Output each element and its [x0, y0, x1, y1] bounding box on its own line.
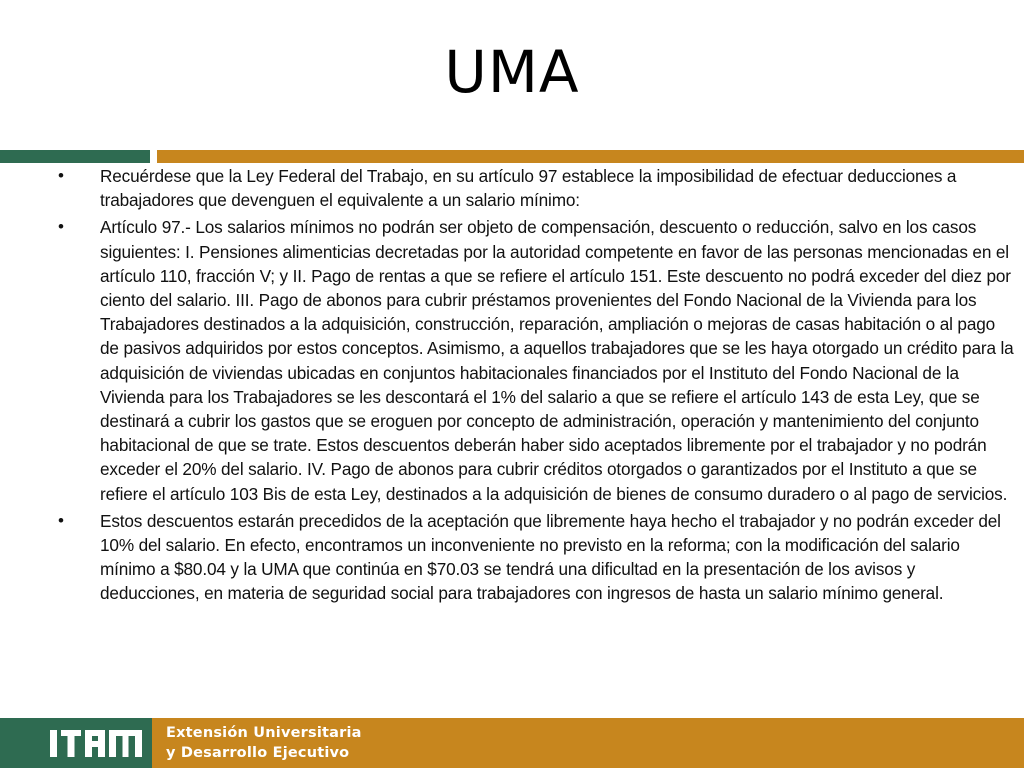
bullet-item	[58, 215, 1018, 505]
slide-title: UMA	[444, 38, 580, 106]
bullet-text: Recuérdese que la Ley Federal del Trabajo, en su artículo 97 establece la imposibilidad de efectuar deducciones a trabajadores que devenguen el equivalente a un salario mínimo:	[100, 166, 957, 211]
footer-logo-panel	[0, 718, 152, 768]
bullet-dot: •	[58, 166, 64, 185]
footer-bar	[0, 718, 1024, 768]
itam-logo	[50, 730, 142, 757]
bullet-item	[58, 164, 1018, 212]
bullet-dot: •	[58, 510, 64, 530]
header-divider-green	[0, 150, 150, 163]
bullet-dot: •	[58, 217, 64, 237]
footer-institution-text	[166, 723, 362, 763]
header-divider-orange	[157, 150, 1024, 163]
footer-line-2: y Desarrollo Ejecutivo	[166, 745, 350, 761]
bullet-list	[58, 164, 1018, 609]
footer-line-1: Extensión Universitaria	[166, 725, 362, 741]
bullet-text: Artículo 97.- Los salarios mínimos no podrán ser objeto de compensación, descuento o reducción, salvo en los casos siguientes: I. Pensiones alimenticias decretadas por la autoridad competente en favor de las personas mencionadas en el artículo 110, fracción V; y II. Pago de rentas a que se refiere el artículo 151. Este descuento no podrá exceder del diez por ciento del salario. III. Pago de abonos para cubrir préstamos provenientes del Fondo Nacional de la Vivienda para los Trabajadores destinados a la adquisición, construcción, reparación, ampliación o mejoras de casas habitación o al pago de pasivos adquiridos por estos conceptos. Asimismo, a aquellos trabajadores que se les haya otorgado un crédito para la adquisición de viviendas ubicadas en conjuntos habitacionales financiados por el Instituto del Fondo Nacional de la Vivienda para los Trabajadores se les descontará el 1% del salario a que se refiere el artículo 143 de esta Ley, que se destinará a cubrir los gastos que se eroguen por concepto de administración, operación y mantenimiento del conjunto habitacional de que se trate. Estos descuentos deberán haber sido aceptados libremente por el trabajador y no podrán exceder el 20% del salario. IV. Pago de abonos para cubrir créditos otorgados o garantizados por el Instituto a que se refiere el artículo 103 Bis de esta Ley, destinados a la adquisición de bienes de consumo duradero o al pago de servicios.	[100, 217, 1014, 504]
bullet-text: Estos descuentos estarán precedidos de la aceptación que libremente haya hecho el trabajador y no podrán exceder del 10% del salario. En efecto, encontramos un inconveniente no previsto en la reforma; con la modificación del salario mínimo a $80.04 y la UMA que continúa en $70.03 se tendrá una dificultad en la presentación de los avisos y deducciones, en materia de seguridad social para trabajadores con ingresos de hasta un salario mínimo general.	[100, 510, 1001, 604]
bullet-item	[58, 509, 1018, 606]
